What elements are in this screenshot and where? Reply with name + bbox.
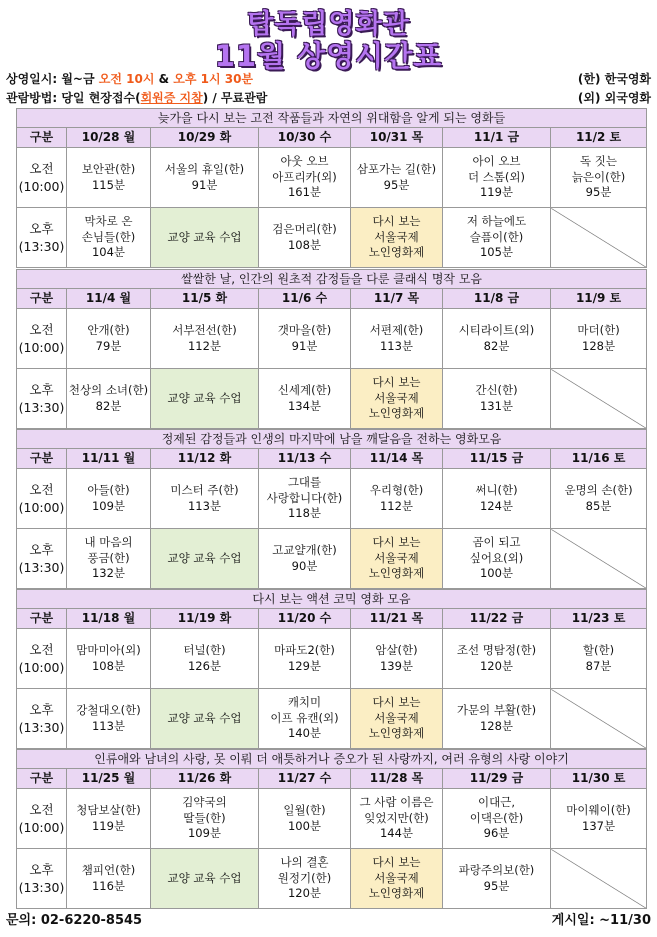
week-theme: 인류애와 남녀의 사랑, 못 이뤄 더 애틋하거나 증오가 된 사랑까지, 여러 유형의 사랑 이야기 xyxy=(17,750,647,769)
cell-line: 119분 xyxy=(479,185,514,200)
afternoon-row xyxy=(17,529,647,589)
movie-cell xyxy=(259,529,351,589)
cell-line: 아웃 오브 xyxy=(280,153,329,168)
cell-line: 91분 xyxy=(291,338,318,353)
morning-row xyxy=(17,469,647,529)
cell-line: 삼포가는 길(한) xyxy=(356,161,437,176)
cell-line: 82분 xyxy=(483,338,510,353)
slot-label-line: (13:30) xyxy=(18,399,65,415)
cell-line: 서울의 휴일(한) xyxy=(164,161,245,176)
week-table xyxy=(16,269,647,429)
week-theme: 쌀쌀한 날, 인간의 원초적 감정들을 다룬 클래식 명작 모음 xyxy=(17,270,647,289)
schedule-info: 상영일시: 월~금 오전 10시 & 오후 1시 30분 xyxy=(6,72,254,86)
cell-line: 131분 xyxy=(479,398,514,413)
cell-line: 서울국제 xyxy=(374,550,419,565)
movie-cell xyxy=(551,469,647,529)
cell-line: 100분 xyxy=(287,818,322,833)
movie-cell xyxy=(259,629,351,689)
cell-line: 갯마을(한) xyxy=(277,322,332,337)
afternoon-slot-label xyxy=(17,369,67,429)
cell-line: 139분 xyxy=(379,658,414,673)
contact-info: 문의: 02-6220-8545 xyxy=(6,913,143,928)
cell-line: 161분 xyxy=(287,185,322,200)
morning-row xyxy=(17,629,647,689)
slot-label-line: (10:00) xyxy=(18,819,65,835)
movie-cell xyxy=(443,629,551,689)
day-header: 11/16 토 xyxy=(551,449,647,469)
column-header-label: 구분 xyxy=(17,128,67,148)
movie-cell xyxy=(443,849,551,909)
day-header: 11/23 토 xyxy=(551,609,647,629)
cell-line: 마파도2(한) xyxy=(274,642,335,657)
cell-line: 아프리카(외) xyxy=(272,169,337,184)
movie-cell xyxy=(351,629,443,689)
cell-line: 막차로 온 xyxy=(84,213,133,228)
afternoon-row xyxy=(17,208,647,268)
cell-line: 노인영화제 xyxy=(368,726,425,741)
movie-cell xyxy=(151,789,259,849)
cell-line: 잊었지만(한) xyxy=(364,810,429,825)
column-header-label: 구분 xyxy=(17,769,67,789)
slot-label-line: 오전 xyxy=(29,322,54,338)
day-header: 11/14 목 xyxy=(351,449,443,469)
movie-cell xyxy=(67,208,151,268)
week-table xyxy=(16,429,647,589)
poster-header xyxy=(0,0,657,108)
slot-label-line: (13:30) xyxy=(18,879,65,895)
cell-line: 교양 교육 수업 xyxy=(167,870,242,885)
cell-line: 보안관(한) xyxy=(81,161,136,176)
cell-line: 이프 유캔(외) xyxy=(270,710,339,725)
schedule-title: 11월 상영시간표 xyxy=(214,39,443,73)
cell-line: 90분 xyxy=(291,558,318,573)
morning-slot-label xyxy=(17,629,67,689)
cell-line: 독 짓는 xyxy=(580,153,618,168)
week-theme: 정제된 감정들과 인생의 마지막에 남을 깨달음을 전하는 영화모음 xyxy=(17,430,647,449)
cell-line: 검은머리(한) xyxy=(272,221,337,236)
empty-slot xyxy=(551,208,647,268)
movie-cell xyxy=(151,148,259,208)
education-class-cell xyxy=(151,529,259,589)
movie-cell xyxy=(67,849,151,909)
movie-cell xyxy=(351,469,443,529)
movie-cell xyxy=(259,849,351,909)
slot-label-line: 오후 xyxy=(29,221,54,237)
cell-line: 고교얄개(한) xyxy=(272,542,337,557)
cell-line: 113분 xyxy=(187,498,222,513)
cell-line: 저 하늘에도 xyxy=(466,213,527,228)
cell-line: 노인영화제 xyxy=(368,886,425,901)
cell-line: 91분 xyxy=(191,177,218,192)
movie-cell xyxy=(351,148,443,208)
cell-line: 교양 교육 수업 xyxy=(167,550,242,565)
cell-line: 사랑합니다(한) xyxy=(266,490,343,505)
afternoon-row xyxy=(17,849,647,909)
day-header: 11/26 화 xyxy=(151,769,259,789)
day-header: 11/5 화 xyxy=(151,289,259,309)
cell-line: 미스터 주(한) xyxy=(170,482,239,497)
cell-line: 109분 xyxy=(91,498,126,513)
cell-line: 강철대오(한) xyxy=(76,702,141,717)
cell-line: 손님들(한) xyxy=(81,229,136,244)
cell-line: 천상의 소녀(한) xyxy=(68,382,149,397)
cell-line: 120분 xyxy=(287,886,322,901)
day-header: 11/8 금 xyxy=(443,289,551,309)
cell-line: 95분 xyxy=(585,185,612,200)
week-table xyxy=(16,108,647,268)
cell-line: 132분 xyxy=(91,566,126,581)
column-header-label: 구분 xyxy=(17,449,67,469)
movie-cell xyxy=(259,148,351,208)
cell-line: 113분 xyxy=(91,718,126,733)
film-festival-cell xyxy=(351,689,443,749)
empty-slot xyxy=(551,689,647,749)
cell-line: 다시 보는 xyxy=(372,854,421,869)
day-header: 11/4 월 xyxy=(67,289,151,309)
day-header: 11/19 화 xyxy=(151,609,259,629)
cell-line: 맘마미아(외) xyxy=(76,642,141,657)
cell-line: 112분 xyxy=(187,338,222,353)
movie-cell xyxy=(259,309,351,369)
day-header: 10/30 수 xyxy=(259,128,351,148)
cell-line: 108분 xyxy=(91,658,126,673)
cell-line: 암살(한) xyxy=(375,642,418,657)
cell-line: 118분 xyxy=(287,506,322,521)
cell-line: 조선 명탐정(한) xyxy=(456,642,537,657)
afternoon-row xyxy=(17,689,647,749)
cell-line: 가문의 부활(한) xyxy=(456,702,537,717)
education-class-cell xyxy=(151,369,259,429)
movie-cell xyxy=(443,208,551,268)
admission-info: 관람방법: 당일 현장접수(회원증 지참) / 무료관람 xyxy=(6,91,268,105)
cell-line: 일월(한) xyxy=(283,802,326,817)
morning-row xyxy=(17,148,647,208)
cell-line: 82분 xyxy=(95,398,122,413)
afternoon-slot-label xyxy=(17,689,67,749)
afternoon-slot-label xyxy=(17,849,67,909)
slot-label-line: (10:00) xyxy=(18,659,65,675)
cell-line: 아들(한) xyxy=(87,482,130,497)
cell-line: 노인영화제 xyxy=(368,245,425,260)
cell-line: 교양 교육 수업 xyxy=(167,229,242,244)
movie-cell xyxy=(67,689,151,749)
cell-line: 써니(한) xyxy=(475,482,518,497)
day-header: 11/29 금 xyxy=(443,769,551,789)
movie-cell xyxy=(67,469,151,529)
slot-label-line: 오전 xyxy=(29,642,54,658)
movie-cell xyxy=(151,469,259,529)
day-header: 11/2 토 xyxy=(551,128,647,148)
day-header: 11/28 목 xyxy=(351,769,443,789)
movie-cell xyxy=(67,789,151,849)
movie-cell xyxy=(259,689,351,749)
day-header: 11/30 토 xyxy=(551,769,647,789)
cell-line: 119분 xyxy=(91,818,126,833)
day-header: 11/25 월 xyxy=(67,769,151,789)
movie-cell xyxy=(67,309,151,369)
afternoon-slot-label xyxy=(17,208,67,268)
day-header: 11/27 수 xyxy=(259,769,351,789)
week-table xyxy=(16,749,647,909)
cell-line: 85분 xyxy=(585,498,612,513)
cinema-title: 탑독립영화관 xyxy=(247,9,410,40)
morning-row xyxy=(17,309,647,369)
slot-label-line: 오전 xyxy=(29,802,54,818)
movie-cell xyxy=(443,689,551,749)
week-table xyxy=(16,589,647,749)
movie-cell xyxy=(443,529,551,589)
empty-slot xyxy=(551,849,647,909)
cell-line: 우리형(한) xyxy=(369,482,424,497)
cell-line: 120분 xyxy=(479,658,514,673)
cell-line: 풍금(한) xyxy=(87,550,130,565)
cell-line: 서울국제 xyxy=(374,390,419,405)
cell-line: 140분 xyxy=(287,726,322,741)
cell-line: 신세계(한) xyxy=(277,382,332,397)
movie-cell xyxy=(551,148,647,208)
cell-line: 115분 xyxy=(91,177,126,192)
cell-line: 96분 xyxy=(483,826,510,841)
cell-line: 나의 결혼 xyxy=(280,854,329,869)
cell-line: 이댁은(한) xyxy=(469,810,524,825)
week-theme: 늦가을 다시 보는 고전 작품들과 자연의 위대함을 알게 되는 영화들 xyxy=(17,109,647,128)
day-header: 11/6 수 xyxy=(259,289,351,309)
cell-line: 청담보살(한) xyxy=(76,802,141,817)
slot-label-line: (13:30) xyxy=(18,559,65,575)
legend-foreign: (외) 외국영화 xyxy=(577,91,651,105)
cell-line: 아이 오브 xyxy=(472,153,521,168)
slot-label-line: (10:00) xyxy=(18,339,65,355)
day-header: 10/31 목 xyxy=(351,128,443,148)
cell-line: 87분 xyxy=(585,658,612,673)
movie-cell xyxy=(443,369,551,429)
cell-line: 126분 xyxy=(187,658,222,673)
day-header: 11/9 토 xyxy=(551,289,647,309)
movie-cell xyxy=(351,309,443,369)
cell-line: 교양 교육 수업 xyxy=(167,710,242,725)
cell-line: 105분 xyxy=(479,245,514,260)
movie-cell xyxy=(67,529,151,589)
afternoon-row xyxy=(17,369,647,429)
cell-line: 노인영화제 xyxy=(368,406,425,421)
movie-cell xyxy=(259,369,351,429)
day-header: 11/12 화 xyxy=(151,449,259,469)
cell-line: 다시 보는 xyxy=(372,694,421,709)
cell-line: 79분 xyxy=(95,338,122,353)
cell-line: 128분 xyxy=(582,338,616,353)
film-festival-cell xyxy=(351,529,443,589)
column-header-label: 구분 xyxy=(17,609,67,629)
film-festival-cell xyxy=(351,849,443,909)
legend-korean: (한) 한국영화 xyxy=(577,72,651,86)
cell-line: 다시 보는 xyxy=(372,213,421,228)
cell-line: 곰이 되고 xyxy=(472,534,521,549)
movie-cell xyxy=(551,629,647,689)
cell-line: 슬픔이(한) xyxy=(469,229,524,244)
slot-label-line: (13:30) xyxy=(18,238,65,254)
slot-label-line: 오전 xyxy=(29,482,54,498)
cell-line: 노인영화제 xyxy=(368,566,425,581)
movie-cell xyxy=(443,148,551,208)
cell-line: 129분 xyxy=(287,658,322,673)
cell-line: 더 스톰(외) xyxy=(467,169,526,184)
cell-line: 137분 xyxy=(582,818,616,833)
cell-line: 내 마음의 xyxy=(84,534,133,549)
day-header: 10/28 월 xyxy=(67,128,151,148)
slot-label-line: 오후 xyxy=(29,702,54,718)
cell-line: 교양 교육 수업 xyxy=(167,390,242,405)
cell-line: 그 사람 이름은 xyxy=(359,794,434,809)
day-header: 11/7 목 xyxy=(351,289,443,309)
movie-cell xyxy=(259,789,351,849)
cell-line: 원정기(한) xyxy=(277,870,332,885)
movie-cell xyxy=(67,369,151,429)
cell-line: 95분 xyxy=(383,177,410,192)
day-header: 11/21 목 xyxy=(351,609,443,629)
column-header-label: 구분 xyxy=(17,289,67,309)
cell-line: 113분 xyxy=(379,338,414,353)
morning-row xyxy=(17,789,647,849)
morning-slot-label xyxy=(17,148,67,208)
slot-label-line: (13:30) xyxy=(18,719,65,735)
cell-line: 운명의 손(한) xyxy=(564,482,633,497)
movie-cell xyxy=(351,789,443,849)
movie-cell xyxy=(443,309,551,369)
cell-line: 파랑주의보(한) xyxy=(458,862,535,877)
cell-line: 116분 xyxy=(91,878,126,893)
day-header: 11/15 금 xyxy=(443,449,551,469)
slot-label-line: 오후 xyxy=(29,542,54,558)
cell-line: 시티라이트(외) xyxy=(458,322,535,337)
cell-line: 95분 xyxy=(483,878,510,893)
movie-cell xyxy=(67,629,151,689)
day-header: 11/13 수 xyxy=(259,449,351,469)
cell-line: 104분 xyxy=(91,245,126,260)
cell-line: 109분 xyxy=(187,826,222,841)
education-class-cell xyxy=(151,849,259,909)
slot-label-line: (10:00) xyxy=(18,499,65,515)
cell-line: 안개(한) xyxy=(87,322,130,337)
cell-line: 112분 xyxy=(379,498,414,513)
cell-line: 다시 보는 xyxy=(372,374,421,389)
morning-slot-label xyxy=(17,309,67,369)
cell-line: 터널(한) xyxy=(183,642,226,657)
slot-label-line: (10:00) xyxy=(18,178,65,194)
movie-cell xyxy=(151,629,259,689)
cell-line: 다시 보는 xyxy=(372,534,421,549)
day-header: 11/20 수 xyxy=(259,609,351,629)
cell-line: 간신(한) xyxy=(475,382,518,397)
day-header: 11/11 월 xyxy=(67,449,151,469)
cell-line: 124분 xyxy=(479,498,514,513)
cell-line: 100분 xyxy=(479,566,514,581)
cell-line: 그대를 xyxy=(287,474,322,489)
cell-line: 134분 xyxy=(287,398,322,413)
cell-line: 서편제(한) xyxy=(369,322,424,337)
cell-line: 싶어요(외) xyxy=(469,550,524,565)
movie-cell xyxy=(259,469,351,529)
movie-cell xyxy=(151,309,259,369)
education-class-cell xyxy=(151,208,259,268)
day-header: 10/29 화 xyxy=(151,128,259,148)
cell-line: 이대근, xyxy=(478,794,515,809)
week-theme: 다시 보는 액션 코믹 영화 모음 xyxy=(17,590,647,609)
cell-line: 딸들(한) xyxy=(183,810,226,825)
empty-slot xyxy=(551,369,647,429)
morning-slot-label xyxy=(17,789,67,849)
cell-line: 마더(한) xyxy=(577,322,620,337)
cell-line: 서울국제 xyxy=(374,870,419,885)
movie-cell xyxy=(443,789,551,849)
education-class-cell xyxy=(151,689,259,749)
cell-line: 서울국제 xyxy=(374,710,419,725)
cell-line: 서부전선(한) xyxy=(172,322,237,337)
movie-cell xyxy=(67,148,151,208)
cell-line: 서울국제 xyxy=(374,229,419,244)
movie-cell xyxy=(443,469,551,529)
movie-cell xyxy=(551,309,647,369)
cell-line: 할(한) xyxy=(582,642,615,657)
afternoon-slot-label xyxy=(17,529,67,589)
movie-cell xyxy=(551,789,647,849)
posting-date: 게시일: ~11/30 xyxy=(551,913,651,928)
slot-label-line: 오후 xyxy=(29,862,54,878)
day-header: 11/18 월 xyxy=(67,609,151,629)
cell-line: 캐치미 xyxy=(287,694,322,709)
cell-line: 챔피언(한) xyxy=(81,862,136,877)
cell-line: 마이웨이(한) xyxy=(566,802,631,817)
cell-line: 김약국의 xyxy=(182,794,227,809)
cell-line: 128분 xyxy=(479,718,514,733)
morning-slot-label xyxy=(17,469,67,529)
film-festival-cell xyxy=(351,369,443,429)
day-header: 11/1 금 xyxy=(443,128,551,148)
slot-label-line: 오전 xyxy=(29,161,54,177)
day-header: 11/22 금 xyxy=(443,609,551,629)
film-festival-cell xyxy=(351,208,443,268)
cell-line: 144분 xyxy=(379,826,414,841)
movie-cell xyxy=(259,208,351,268)
cell-line: 늙은이(한) xyxy=(571,169,626,184)
cell-line: 108분 xyxy=(287,237,322,252)
empty-slot xyxy=(551,529,647,589)
slot-label-line: 오후 xyxy=(29,382,54,398)
